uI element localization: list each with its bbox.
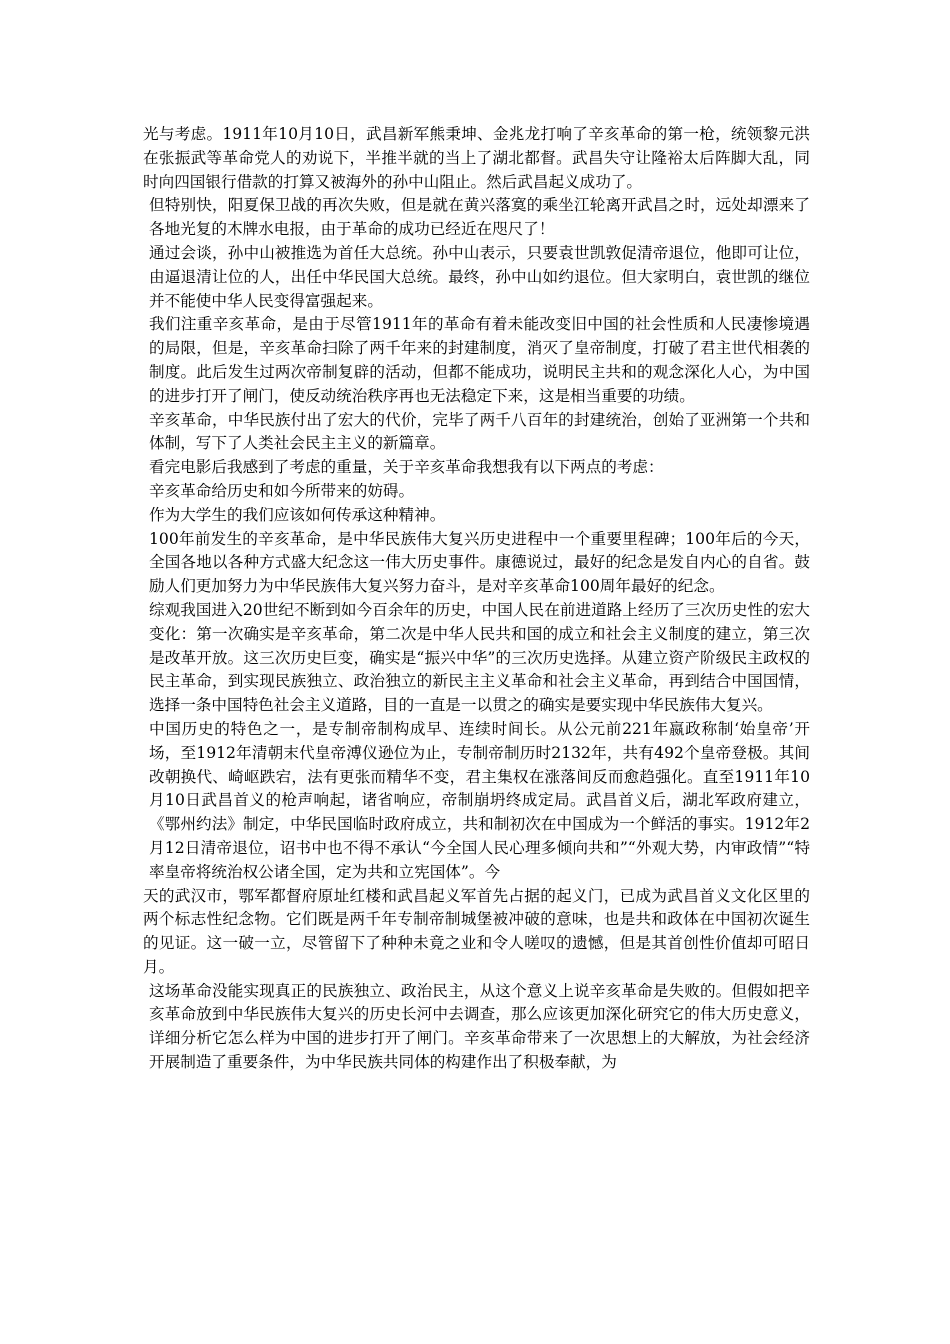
paragraph-11: 中国历史的特色之一，是专制帝制构成早、连续时间长。从公元前221年嬴政称制‘始皇帝’开场，至1912年清朝末代皇帝溥仪逊位为止，专制帝制历时2132年，共有492个皇帝登极。其间改朝换代、崎岖跌宕，法有更张而精华不变，君主集权在涨落间反而愈趋强化。直至1911年10月10日武昌首义的枪声响起，诸省响应，帝制崩坍终成定局。武昌首义后，湖北军政府建立，《鄂州约法》制定，中华民国临时政府成立，共和制初次在中国成为一个鲜活的事实。1912年2月12日清帝退位，诏书中也不得不承认“今全国人民心理多倾向共和”“外观大势，内审政情”“特率皇帝将统治权公诸全国，定为共和立宪国体”。今 [149, 719, 810, 881]
paragraph-8: 作为大学生的我们应该如何传承这种精神。 [149, 505, 446, 524]
paragraph-7: 辛亥革命给历史和如今所带来的妨碍。 [149, 481, 415, 500]
paragraph-12: 天的武汉市，鄂军都督府原址红楼和武昌起义军首先占据的起义门，已成为武昌首义文化区里的两个标志性纪念物。它们既是两千年专制帝制城堡被冲破的意味，也是共和政体在中国初次诞生的见证。这一破一立，尽管留下了种种未竟之业和令人嗟叹的遗憾，但是其首创性价值却可昭日月。 [143, 886, 810, 976]
paragraph-10: 综观我国进入20世纪不断到如今百余年的历史，中国人民在前进道路上经历了三次历史性的宏大变化：第一次确实是辛亥革命，第二次是中华人民共和国的成立和社会主义制度的建立，第三次是改革开放。这三次历史巨变，确实是“振兴中华”的三次历史选择。从建立资产阶级民主政权的民主革命，到实现民族独立、政治独立的新民主主义革命和社会主义革命，再到结合中国国情，选择一条中国特色社会主义道路，目的一直是一以贯之的确实是要实现中华民族伟大复兴。 [149, 600, 810, 715]
paragraph-1: 光与考虑。1911年10月10日，武昌新军熊秉坤、金兆龙打响了辛亥革命的第一枪，统领黎元洪在张振武等革命党人的劝说下，半推半就的当上了湖北都督。武昌失守让隆裕太后阵脚大乱，同时向四国银行借款的打算又被海外的孙中山阻止。然后武昌起义成功了。 [143, 125, 810, 191]
paragraph-3: 通过会谈，孙中山被推选为首任大总统。孙中山表示，只要袁世凯敦促清帝退位，他即可让位，由逼退清让位的人，出任中华民国大总统。最终，孙中山如约退位。但大家明白，袁世凯的继位并不能使中华人民变得富强起来。 [149, 243, 810, 310]
paragraph-9: 100年前发生的辛亥革命，是中华民族伟大复兴历史进程中一个重要里程碑；100年后的今天，全国各地以各种方式盛大纪念这一伟大历史事件。康德说过，最好的纪念是发自内心的自省。鼓励人们更加努力为中华民族伟大复兴努力奋斗，是对辛亥革命100周年最好的纪念。 [149, 529, 810, 596]
paragraph-2: 但特别快，阳夏保卫战的再次失败，但是就在黄兴落寞的乘坐江轮离开武昌之时，远处却漂来了各地光复的木牌水电报，由于革命的成功已经近在咫尺了！ [149, 196, 810, 239]
paragraph-4: 我们注重辛亥革命，是由于尽管1911年的革命有着未能改变旧中国的社会性质和人民凄惨境遇的局限，但是，辛亥革命扫除了两千年来的封建制度，消灭了皇帝制度，打破了君主世代相袭的制度。此后发生过两次帝制复辟的活动，但都不能成功，说明民主共和的观念深化人心，为中国的进步打开了闸门，使反动统治秩序再也无法稳定下来，这是相当重要的功绩。 [149, 315, 810, 405]
document-body [143, 123, 810, 1075]
paragraph-5: 辛亥革命，中华民族付出了宏大的代价，完毕了两千八百年的封建统治，创始了亚洲第一个共和体制，写下了人类社会民主主义的新篇章。 [149, 410, 810, 453]
paragraph-13: 这场革命没能实现真正的民族独立、政治民主，从这个意义上说辛亥革命是失败的。但假如把辛亥革命放到中华民族伟大复兴的历史长河中去调查，那么应该更加深化研究它的伟大历史意义，详细分析它怎么样为中国的进步打开了闸门。辛亥革命带来了一次思想上的大解放，为社会经济开展制造了重要条件，为中华民族共同体的构建作出了积极奉献，为 [149, 981, 810, 1072]
paragraph-6: 看完电影后我感到了考虑的重量，关于辛亥革命我想我有以下两点的考虑： [149, 458, 664, 477]
